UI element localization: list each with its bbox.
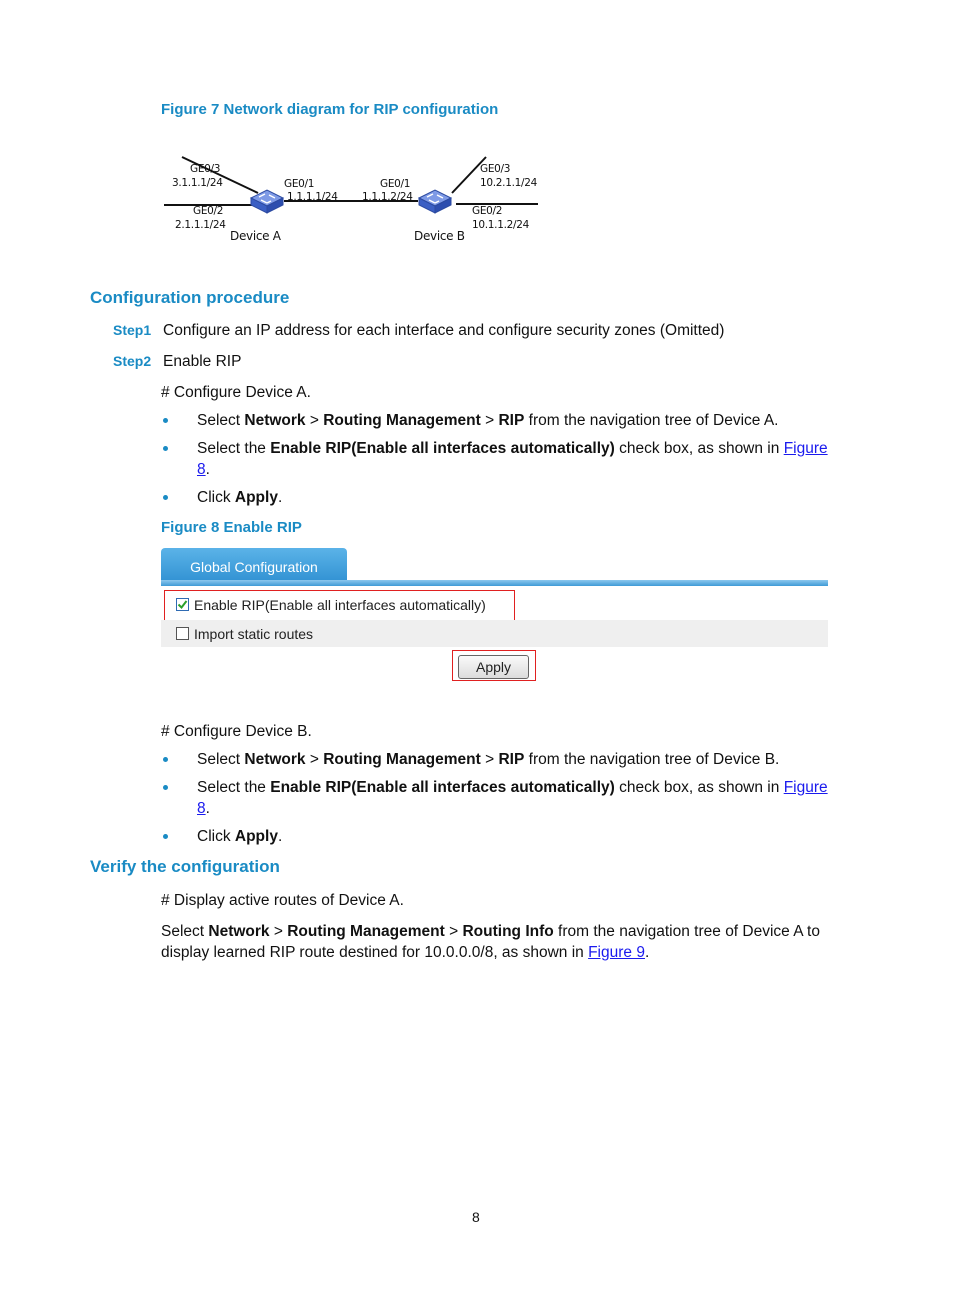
configure-device-b: # Configure Device B.	[161, 723, 312, 740]
db-ge02: GE0/2	[472, 205, 503, 217]
bullet-b2: Select the Enable RIP(Enable all interfaces automatically) check box, as shown in Figure 8.	[197, 779, 828, 817]
tab-global-configuration[interactable]: Global Configuration	[161, 548, 347, 585]
enable-rip-checkbox[interactable]	[176, 598, 189, 611]
section-title-verify: Verify the configuration	[90, 857, 280, 876]
figure8-link[interactable]: Figure	[783, 779, 828, 796]
apply-button[interactable]: Apply	[458, 655, 529, 679]
device-b-label: Device B	[414, 229, 465, 243]
router-icon	[247, 182, 287, 216]
db-ge03: GE0/3	[480, 163, 511, 175]
tab-underline	[161, 580, 828, 586]
bullet-a3: Click Apply.	[197, 489, 283, 506]
verify-paragraph: Select Network > Routing Management > Routing Info from the navigation tree of Device A to display learned RIP route destined for 10.0.0.0/8, as shown in Figure 9.	[161, 923, 820, 961]
router-icon	[415, 182, 455, 216]
figure8-link[interactable]: 8	[197, 461, 206, 478]
bullet-dot	[163, 834, 168, 839]
bullet-dot	[163, 785, 168, 790]
figure8-link[interactable]: 8	[197, 800, 206, 817]
bullet-a2: Select the Enable RIP(Enable all interfaces automatically) check box, as shown in Figure 8.	[197, 440, 828, 478]
network-diagram	[160, 150, 560, 250]
figure8-link[interactable]: Figure	[783, 440, 828, 457]
step2-text: Enable RIP	[163, 353, 242, 370]
bullet-b3: Click Apply.	[197, 828, 283, 845]
da-ge02-ip: 2.1.1.1/24	[175, 219, 226, 231]
da-ge01: GE0/1	[284, 178, 315, 190]
da-ge01-ip: 1.1.1.1/24	[287, 191, 338, 203]
check-icon	[176, 598, 189, 611]
figure9-link[interactable]: Figure 9	[588, 944, 645, 961]
da-ge03: GE0/3	[190, 163, 221, 175]
db-ge01: GE0/1	[380, 178, 411, 190]
bullet-b1: Select Network > Routing Management > RIP from the navigation tree of Device B.	[197, 751, 780, 768]
da-ge02: GE0/2	[193, 205, 224, 217]
da-ge03-ip: 3.1.1.1/24	[172, 177, 223, 189]
display-routes-line: # Display active routes of Device A.	[161, 892, 404, 909]
step1-text: Configure an IP address for each interface and configure security zones (Omitted)	[163, 322, 725, 339]
bullet-dot	[163, 757, 168, 762]
bullet-dot	[163, 495, 168, 500]
import-static-checkbox[interactable]	[176, 627, 189, 640]
section-title-config: Configuration procedure	[90, 288, 290, 307]
enable-rip-label: Enable RIP(Enable all interfaces automatically)	[194, 597, 486, 613]
figure8-caption: Figure 8 Enable RIP	[161, 519, 302, 536]
bullet-dot	[163, 418, 168, 423]
db-ge01-ip: 1.1.1.2/24	[362, 191, 413, 203]
configure-device-a: # Configure Device A.	[161, 384, 311, 401]
db-ge02-ip: 10.1.1.2/24	[472, 219, 530, 231]
page-number: 8	[472, 1209, 480, 1225]
import-static-label: Import static routes	[194, 626, 314, 642]
figure7-caption: Figure 7 Network diagram for RIP configuration	[161, 101, 499, 118]
step2-label: Step2	[113, 353, 152, 369]
step1-label: Step1	[113, 322, 152, 338]
bullet-a1: Select Network > Routing Management > RIP from the navigation tree of Device A.	[197, 412, 779, 429]
bullet-dot	[163, 446, 168, 451]
db-ge03-ip: 10.2.1.1/24	[480, 177, 538, 189]
device-a-label: Device A	[230, 229, 281, 243]
